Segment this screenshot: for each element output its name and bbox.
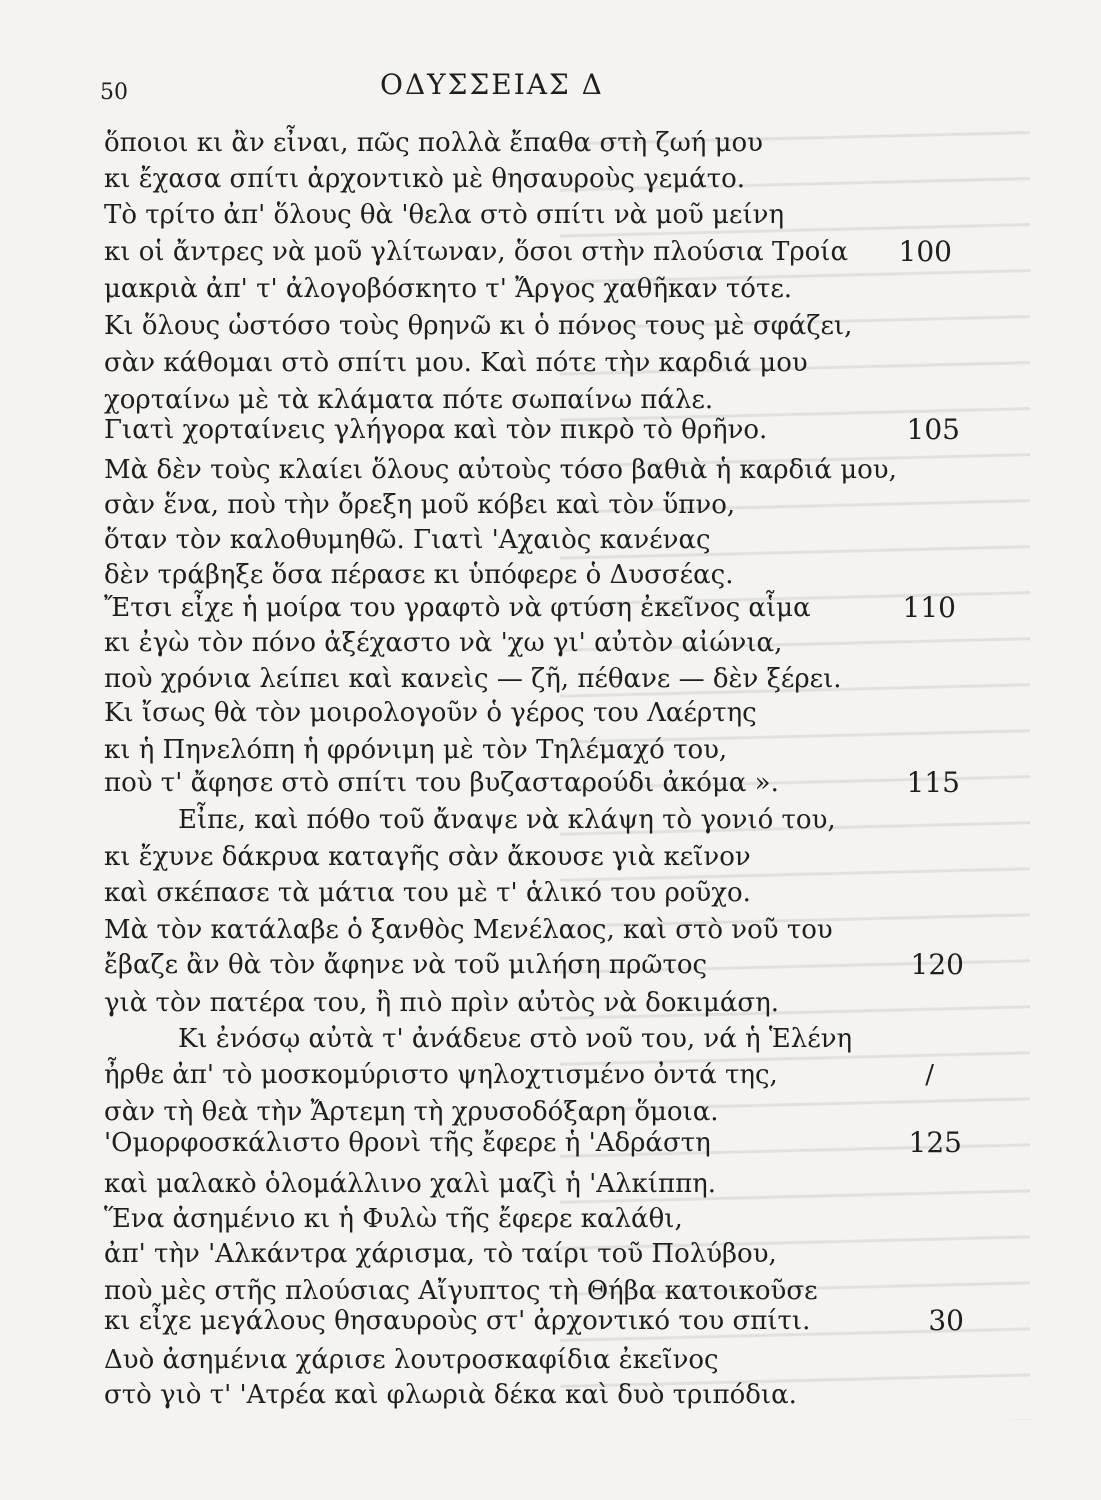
verse-line: στὸ γιὸ τ' 'Ατρέα καὶ φλωριὰ δέκα καὶ δυὸ τριπόδια. [104, 1380, 797, 1410]
verse-text: ἔβαζε ἂν θὰ τὸν ἄφηνε νὰ τοῦ μιλήση πρῶτος [104, 950, 708, 980]
page-number: 50 [100, 80, 128, 105]
verse-line: Κι ὅλους ὡστόσο τοὺς θρηνῶ κι ὁ πόνος τους μὲ σφάζει, [104, 311, 853, 341]
verse-text: κι οἱ ἄντρες νὰ μοῦ γλίτωναν, ὅσοι στὴν πλούσια Τροία [104, 237, 849, 267]
verse-line: Ἕνα ἀσημένιο κι ἡ Φυλὼ τῆς ἔφερε καλάθι, [104, 1204, 683, 1234]
verse-line: Τὸ τρίτο ἀπ' ὅλους θὰ 'θελα στὸ σπίτι νὰ μοῦ μείνη [104, 200, 785, 230]
line-number: 125 [908, 1126, 962, 1159]
verse-line: κι ἔχασα σπίτι ἀρχοντικὸ μὲ θησαυροὺς γεμάτο. [104, 164, 746, 194]
verse-line: ὅποιοι κι ἂν εἶναι, πῶς πολλὰ ἔπαθα στὴ ζωή μου [104, 128, 763, 158]
verse-line: κι ἡ Πηνελόπη ἡ φρόνιμη μὲ τὸν Τηλέμαχό του, [104, 735, 728, 765]
verse-line: ἀπ' τὴν 'Αλκάντρα χάρισμα, τὸ ταίρι τοῦ Πολύβου, [104, 1239, 777, 1269]
verse-line: σὰν τὴ θεὰ τὴν Ἄρτεμη τὴ χρυσοδόξαρη ὅμοια. [104, 1097, 719, 1127]
verse-text: 'Ομορφοσκάλιστο θρονὶ τῆς ἔφερε ἡ 'Αδράστη [104, 1128, 711, 1158]
verse-line: σὰν ἕνα, ποὺ τὴν ὄρεξη μοῦ κόβει καὶ τὸν ὕπνο, [104, 490, 736, 520]
verse-line: κι ἔχυνε δάκρυα καταγῆς σὰν ἄκουσε γιὰ κεῖνον [104, 842, 751, 872]
running-title: ΟΔΥΣΣΕΙΑΣ Δ [380, 68, 604, 101]
verse-text: ποὺ τ' ἄφησε στὸ σπίτι του βυζασταρούδι ἀκόμα ». [104, 768, 779, 798]
verse-line: δὲν τράβηξε ὅσα πέρασε κι ὑπόφερε ὁ Δυσσέας. [104, 560, 734, 590]
verse-text: κι εἶχε μεγάλους θησαυροὺς στ' ἀρχοντικό του σπίτι. [104, 1306, 811, 1336]
verse-line: Εἶπε, καὶ πόθο τοῦ ἄναψε νὰ κλάψη τὸ γονιό του, [178, 805, 836, 835]
verse-line: Μὰ δὲν τοὺς κλαίει ὅλους αὐτοὺς τόσο βαθιὰ ἡ καρδιά μου, [104, 455, 897, 485]
verse-line [104, 1128, 962, 1158]
line-number: 120 [910, 948, 964, 981]
verse-text: Ἔτσι εἶχε ἡ μοίρα του γραφτὸ νὰ φτύση ἐκεῖνος αἷμα [104, 593, 811, 623]
verse-line: ὅταν τὸν καλοθυμηθῶ. Γιατὶ 'Αχαιὸς κανένας [104, 525, 711, 555]
verse-line [104, 1306, 964, 1336]
verse-line: χορταίνω μὲ τὰ κλάματα πότε σωπαίνω πάλε. [104, 385, 714, 415]
line-number: 115 [906, 766, 960, 799]
verse-line [104, 950, 964, 980]
verse-line [104, 1060, 934, 1090]
line-number: 30 [928, 1304, 964, 1337]
line-number: 110 [902, 591, 956, 624]
verse-line: σὰν κάθομαι στὸ σπίτι μου. Καὶ πότε τὴν καρδιά μου [104, 348, 808, 378]
margin-mark: / [925, 1060, 934, 1090]
verse-line: μακριὰ ἀπ' τ' ἀλογοβόσκητο τ' Ἄργος χαθῆκαν τότε. [104, 274, 793, 304]
verse-line [104, 237, 952, 267]
verse-line: κι ἐγὼ τὸν πόνο ἀξέχαστο νὰ 'χω γι' αὐτὸν αἰώνια, [104, 628, 783, 658]
verse-text: Γιατὶ χορταίνεις γλήγορα καὶ τὸν πικρὸ τὸ θρῆνο. [104, 415, 768, 445]
verse-line: καὶ σκέπασε τὰ μάτια του μὲ τ' ἁλικό του ροῦχο. [104, 878, 751, 908]
verse-line: ποὺ χρόνια λείπει καὶ κανεὶς — ζῆ, πέθανε — δὲν ξέρει. [104, 664, 842, 694]
verse-text: ἦρθε ἀπ' τὸ μοσκομύριστο ψηλοχτισμένο ὀντά της, [104, 1060, 778, 1090]
verse-line: Κι ἐνόσῳ αὐτὰ τ' ἀνάδευε στὸ νοῦ του, νά ἡ Ἑλένη [178, 1024, 853, 1054]
verse-line: Δυὸ ἀσημένια χάρισε λουτροσκαφίδια ἐκεῖνος [104, 1345, 719, 1375]
verse-line [104, 415, 960, 445]
line-number: 105 [906, 413, 960, 446]
verse-line: γιὰ τὸν πατέρα του, ἢ πιὸ πρὶν αὐτὸς νὰ δοκιμάση. [104, 988, 779, 1018]
verse-line: Μὰ τὸν κατάλαβε ὁ ξανθὸς Μενέλαος, καὶ στὸ νοῦ του [104, 915, 833, 945]
verse-line: ποὺ μὲς στῆς πλούσιας Αἴγυπτος τὴ Θήβα κατοικοῦσε [104, 1276, 818, 1306]
verse-line: Κι ἴσως θὰ τὸν μοιρολογοῦν ὁ γέρος του Λαέρτης [104, 698, 757, 728]
verse-line [104, 768, 960, 798]
verse-line [104, 593, 956, 623]
line-number: 100 [898, 235, 952, 268]
verse-line: καὶ μαλακὸ ὁλομάλλινο χαλὶ μαζὶ ἡ 'Αλκίππη. [104, 1169, 717, 1199]
